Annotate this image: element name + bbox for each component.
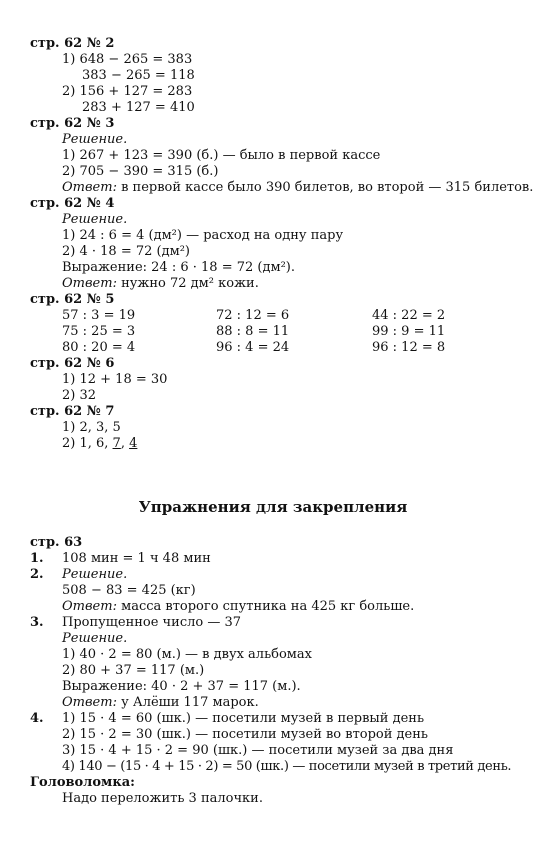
s5-c3-r2: 99 : 9 = 11 <box>372 324 446 339</box>
item-3-answer-text: у Алёши 117 марок. <box>121 695 259 710</box>
item-3-answer <box>62 695 259 711</box>
s7-line-2 <box>62 436 137 452</box>
s4-answer <box>62 276 259 292</box>
item-4-line-2: 2) 15 · 2 = 30 (шк.) — посетили музей во второй день <box>62 727 428 742</box>
answer-label: Ответ: <box>62 599 117 614</box>
item-3-text: Пропущенное число — 37 <box>62 615 241 630</box>
s5-c2-r2: 88 : 8 = 11 <box>216 324 290 339</box>
answer-label: Ответ: <box>62 180 117 195</box>
s7-separator: , <box>120 436 130 451</box>
section-title-2: стр. 62 № 2 <box>30 36 115 51</box>
puzzle-label: Головоломка: <box>30 775 135 790</box>
item-number-1: 1. <box>30 551 44 566</box>
item-2-line-1: 508 − 83 = 425 (кг) <box>62 583 196 598</box>
item-number-2: 2. <box>30 567 44 582</box>
item-2-solution-label: Решение. <box>62 567 128 582</box>
answer-label: Ответ: <box>62 276 117 291</box>
answer-label: Ответ: <box>62 695 117 710</box>
item-3-line-3: Выражение: 40 · 2 + 37 = 117 (м.). <box>62 679 301 694</box>
puzzle-text: Надо переложить 3 палочки. <box>62 791 263 806</box>
s2-line-2: 383 − 265 = 118 <box>82 68 195 83</box>
item-2-answer <box>62 599 414 615</box>
item-3-line-2: 2) 80 + 37 = 117 (м.) <box>62 663 205 678</box>
s3-line-1: 1) 267 + 123 = 390 (б.) — было в первой кассе <box>62 148 381 163</box>
item-3-line-1: 1) 40 · 2 = 80 (м.) — в двух альбомах <box>62 647 312 662</box>
item-4-line-3: 3) 15 · 4 + 15 · 2 = 90 (шк.) — посетили музей за два дня <box>62 743 454 758</box>
item-4-line-4: 4) 140 − (15 · 4 + 15 · 2) = 50 (шк.) — посетили музей в третий день. <box>62 759 512 774</box>
s7-line-2-prefix: 2) 1, 6, <box>62 436 113 451</box>
section-title-4: стр. 62 № 4 <box>30 196 115 211</box>
s4-answer-text: нужно 72 дм² кожи. <box>121 276 259 291</box>
s5-c2-r1: 72 : 12 = 6 <box>216 308 290 323</box>
item-2-answer-text: масса второго спутника на 425 кг больше. <box>121 599 415 614</box>
s2-line-3: 2) 156 + 127 = 283 <box>62 84 193 99</box>
item-number-4: 4. <box>30 711 44 726</box>
item-1-text: 108 мин = 1 ч 48 мин <box>62 551 211 566</box>
exercises-heading: Упражнения для закрепления <box>138 498 408 516</box>
s7-underlined-1: 7 <box>112 436 121 451</box>
s4-solution-label: Решение. <box>62 212 128 227</box>
page-63-title: стр. 63 <box>30 535 83 550</box>
item-number-3: 3. <box>30 615 44 630</box>
section-title-6: стр. 62 № 6 <box>30 356 115 371</box>
section-title-5: стр. 62 № 5 <box>30 292 115 307</box>
s6-line-2: 2) 32 <box>62 388 97 403</box>
s5-c1-r2: 75 : 25 = 3 <box>62 324 136 339</box>
s2-line-4: 283 + 127 = 410 <box>82 100 195 115</box>
s5-c2-r3: 96 : 4 = 24 <box>216 340 290 355</box>
s5-c1-r3: 80 : 20 = 4 <box>62 340 136 355</box>
s4-line-3: Выражение: 24 : 6 · 18 = 72 (дм²). <box>62 260 295 275</box>
s5-c1-r1: 57 : 3 = 19 <box>62 308 136 323</box>
s7-underlined-2: 4 <box>129 436 138 451</box>
item-4-line-1: 1) 15 · 4 = 60 (шк.) — посетили музей в первый день <box>62 711 425 726</box>
s5-c3-r3: 96 : 12 = 8 <box>372 340 446 355</box>
section-title-7: стр. 62 № 7 <box>30 404 115 419</box>
s7-line-1: 1) 2, 3, 5 <box>62 420 121 435</box>
s4-line-1: 1) 24 : 6 = 4 (дм²) — расход на одну пару <box>62 228 344 243</box>
item-3-solution-label: Решение. <box>62 631 128 646</box>
s3-answer <box>62 180 533 196</box>
section-title-3: стр. 62 № 3 <box>30 116 115 131</box>
s2-line-1: 1) 648 − 265 = 383 <box>62 52 193 67</box>
s6-line-1: 1) 12 + 18 = 30 <box>62 372 168 387</box>
s5-c3-r1: 44 : 22 = 2 <box>372 308 446 323</box>
s4-line-2: 2) 4 · 18 = 72 (дм²) <box>62 244 190 259</box>
s3-solution-label: Решение. <box>62 132 128 147</box>
s3-answer-text: в первой кассе было 390 билетов, во второй — 315 билетов. <box>121 180 534 195</box>
s3-line-2: 2) 705 − 390 = 315 (б.) <box>62 164 219 179</box>
